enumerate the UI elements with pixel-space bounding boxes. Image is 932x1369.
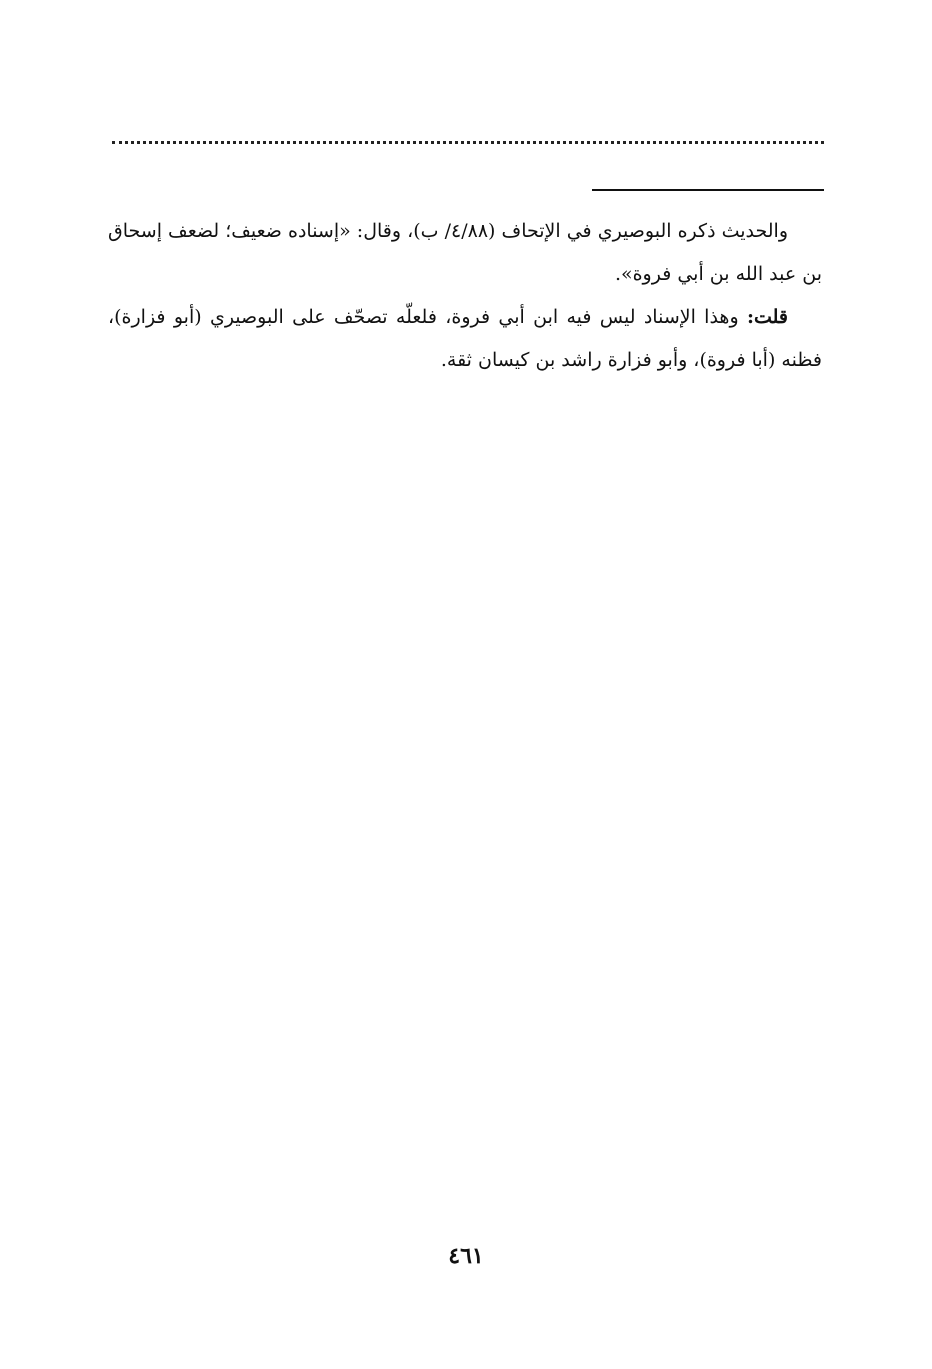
footnotes-block (108, 210, 822, 382)
footnote-separator-line (592, 189, 824, 191)
dotted-separator (112, 141, 824, 144)
page-number: ٤٦١ (448, 1243, 484, 1269)
footnote-paragraph-2 (108, 296, 822, 382)
footnote-paragraph-2-body: وهذا الإسناد ليس فيه ابن أبي فروة، فلعلّه تصحّف على البوصيري (أبو فزارة)، فظنه (أبا فروة)، وأبو فزارة راشد بن كيسان ثقة. (108, 306, 822, 371)
footnote-paragraph-2-lead: قلت: (746, 306, 788, 328)
footnote-paragraph-1: والحديث ذكره البوصيري في الإتحاف (٤/٨٨/ ب)، وقال: «إسناده ضعيف؛ لضعف إسحاق بن عبد الله بن أبي فروة». (108, 220, 822, 285)
